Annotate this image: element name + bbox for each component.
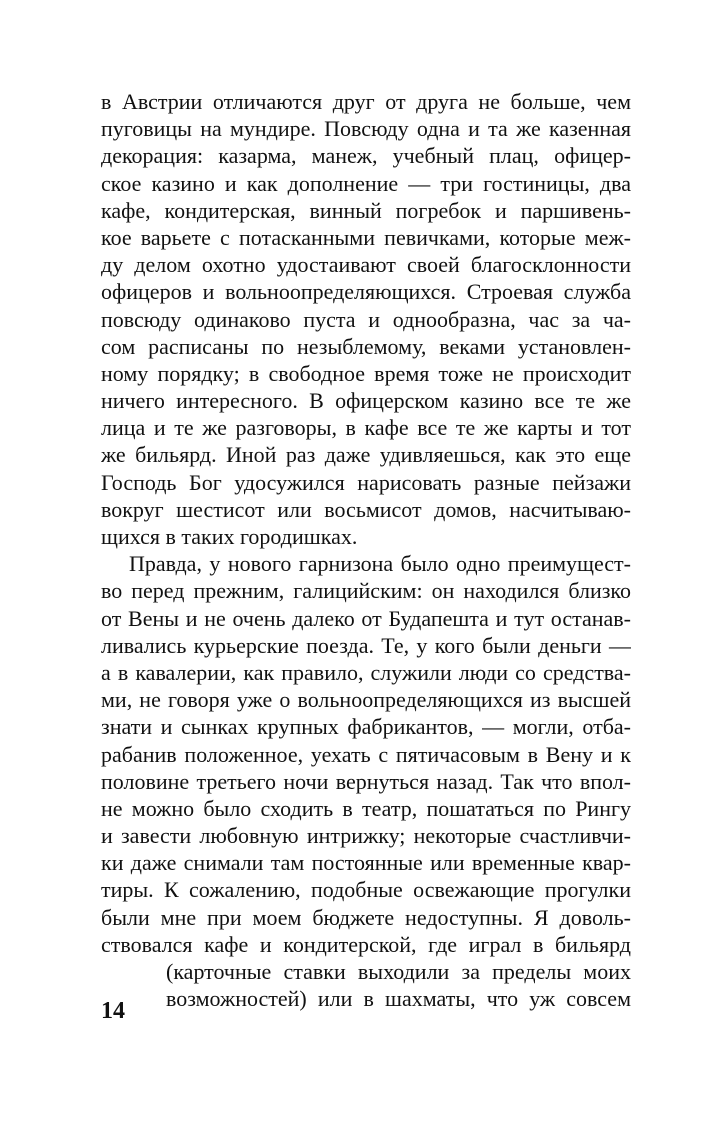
text-line: во перед прежним, галицийским: он находился близко bbox=[101, 578, 631, 604]
text-line: повсюду одинаково пуста и однообразна, час за ча- bbox=[101, 306, 631, 332]
text-line: Правда, у нового гарнизона было одно преимущест- bbox=[129, 551, 631, 577]
text-line: (карточные ставки выходили за пределы моих bbox=[166, 959, 631, 984]
text-line: ливались курьерские поезда. Те, у кого были деньги — bbox=[101, 632, 631, 658]
text-line: декорация: казарма, манеж, учебный плац, офицер- bbox=[101, 143, 631, 169]
text-line: ничего интересного. В офицерском казино все те же bbox=[101, 388, 631, 414]
text-line: офицеров и вольноопределяющихся. Строевая служба bbox=[101, 279, 631, 305]
text-line: лица и те же разговоры, в кафе все те же карты и тот bbox=[101, 415, 631, 441]
text-line: сом расписаны по незыблемому, веками установлен- bbox=[101, 333, 631, 359]
text-line: ствовался кафе и кондитерской, где играл в бильярд bbox=[101, 931, 631, 957]
text-line: ки даже снимали там постоянные или временные квар- bbox=[101, 850, 631, 876]
text-line: половине третьего ночи вернуться назад. Так что впол- bbox=[101, 768, 631, 794]
text-line: ми, не говоря уже о вольноопределяющихся из высшей bbox=[101, 687, 631, 713]
text-line: рабанив положенное, уехать с пятичасовым в Вену и к bbox=[101, 741, 631, 767]
body-text bbox=[101, 88, 631, 1012]
text-line: Господь Бог удосужился нарисовать разные пейзажи bbox=[101, 469, 631, 495]
text-line: в Австрии отличаются друг от друга не больше, чем bbox=[101, 89, 631, 114]
text-line: ское казино и как дополнение — три гостиницы, два bbox=[101, 170, 631, 196]
text-line: и завести любовную интрижку; некоторые счастливчи- bbox=[101, 823, 631, 849]
text-line: ду делом охотно удостаивают своей благосклонности bbox=[101, 252, 631, 278]
text-line: щихся в таких городишках. bbox=[101, 524, 358, 549]
text-line: пуговицы на мундире. Повсюду одна и та же казенная bbox=[101, 116, 631, 142]
text-line: же бильярд. Иной раз даже удивляешься, как это еще bbox=[101, 442, 631, 468]
text-line: вокруг шестисот или восьмисот домов, насчитываю- bbox=[101, 496, 631, 522]
page-number: 14 bbox=[101, 998, 125, 1024]
text-line: а в кавалерии, как правило, служили люди со средства- bbox=[101, 659, 631, 685]
text-line: тиры. К сожалению, подобные освежающие прогулки bbox=[101, 877, 631, 903]
text-line: возможностей) или в шахматы, что уж совсем bbox=[166, 986, 631, 1012]
text-line: кое варьете с потасканными певичками, которые меж- bbox=[101, 224, 631, 250]
text-line: от Вены и не очень далеко от Будапешта и тут останав- bbox=[101, 605, 631, 631]
text-line: не можно было сходить в театр, пошататься по Рингу bbox=[101, 795, 631, 821]
text-line: были мне при моем бюджете недоступны. Я доволь- bbox=[101, 904, 631, 930]
text-line: кафе, кондитерская, винный погребок и паршивень- bbox=[101, 197, 631, 223]
text-line: знати и сынках крупных фабрикантов, — могли, отба- bbox=[101, 714, 631, 740]
text-line: ному порядку; в свободное время тоже не происходит bbox=[101, 360, 631, 386]
